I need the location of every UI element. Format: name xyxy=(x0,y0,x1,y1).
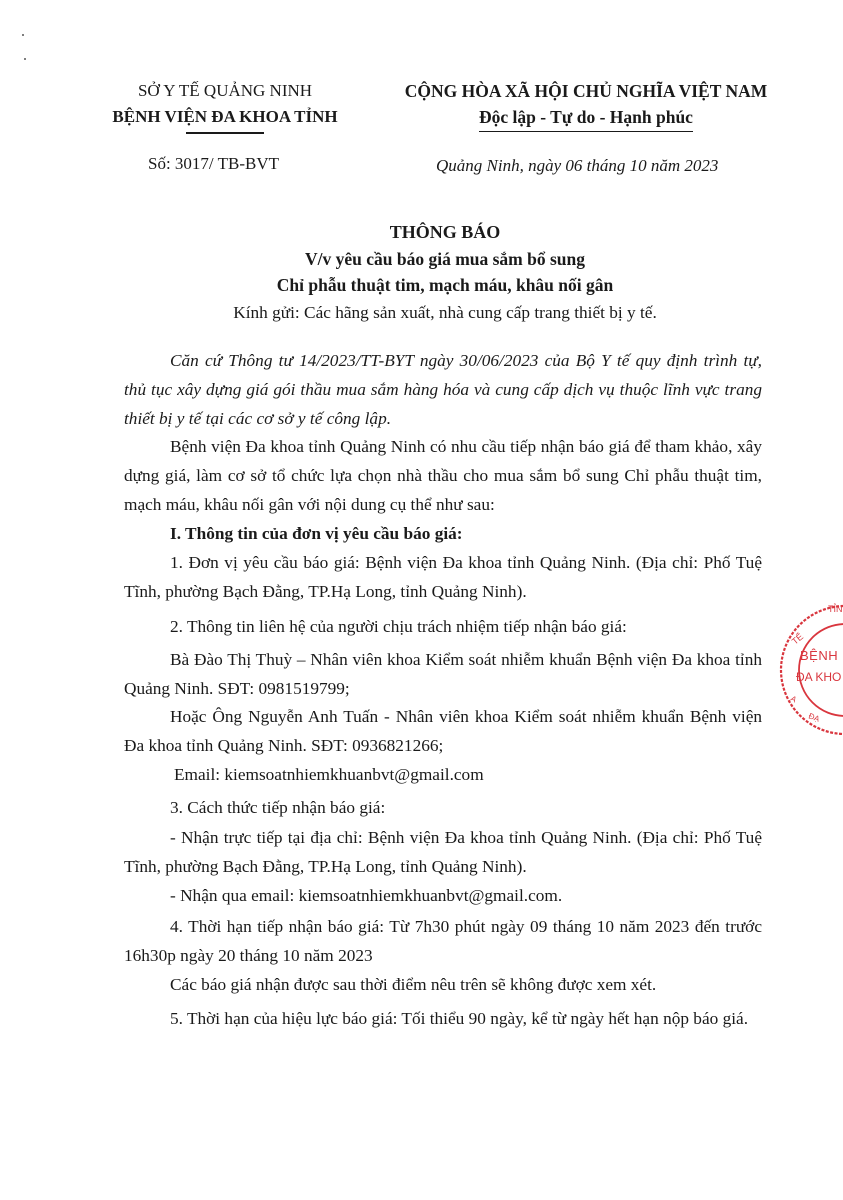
issuer-underline xyxy=(186,132,264,134)
email-line: Email: kiemsoatnhiemkhuanbvt@gmail.com xyxy=(174,765,484,784)
svg-text:ĐẠ: ĐẠ xyxy=(807,711,821,724)
stamp-ring-text: TỈN xyxy=(828,604,843,614)
item-5: 5. Thời hạn của hiệu lực báo giá: Tối thiểu 90 ngày, kể từ ngày hết hạn nộp báo giá. xyxy=(170,1009,749,1028)
item-2: 2. Thông tin liên hệ của người chịu trách nhiệm tiếp nhận báo giá: xyxy=(170,617,627,636)
document-title: THÔNG BÁO xyxy=(389,222,501,242)
item-3: 3. Cách thức tiếp nhận báo giá: xyxy=(170,798,386,817)
stamp-text-line-2: ĐA KHO xyxy=(796,670,842,684)
svg-text:A: A xyxy=(789,693,799,705)
hospital-stamp xyxy=(770,600,843,740)
item-4: 4. Thời hạn tiếp nhận báo giá: Từ 7h30 phút ngày 09 tháng 10 năm 2023 đến trước 16h30p ngày 20 tháng 10 năm 2023 xyxy=(124,917,762,965)
legal-basis: Căn cứ Thông tư 14/2023/TT-BYT ngày 30/06/2023 của Bộ Y tế quy định trình tự, thủ tục xây dựng giá gói thầu mua sắm hàng hóa và cung cấp dịch vụ thuộc lĩnh vực trang thiết bị y tế tại các cơ sở y tế công lập. xyxy=(124,351,762,428)
section-1-heading: I. Thông tin của đơn vị yêu cầu báo giá: xyxy=(170,524,463,543)
title-block xyxy=(100,218,790,327)
nation-motto: Độc lập - Tự do - Hạnh phúc xyxy=(479,104,693,132)
stamp-text-line-1: BỆNH xyxy=(800,648,839,663)
item-1: 1. Đơn vị yêu cầu báo giá: Bệnh viện Đa khoa tỉnh Quảng Ninh. (Địa chỉ: Phố Tuệ Tĩnh, phường Bạch Đằng, TP.Hạ Long, tỉnh Quảng Ninh). xyxy=(124,553,762,601)
national-heading xyxy=(380,78,792,132)
place-date: Quảng Ninh, ngày 06 tháng 10 năm 2023 xyxy=(436,156,719,175)
issuer-block xyxy=(90,78,360,134)
recipient-line: Kính gửi: Các hãng sản xuất, nhà cung cấp trang thiết bị y tế. xyxy=(233,303,657,322)
svg-text:TẾ: TẾ xyxy=(789,631,806,647)
contact-1: Bà Đào Thị Thuỳ – Nhân viên khoa Kiểm soát nhiễm khuẩn Bệnh viện Đa khoa tỉnh Quảng Ninh. SĐT: 0981519799; xyxy=(124,650,762,698)
item-3a: - Nhận trực tiếp tại địa chỉ: Bệnh viện Đa khoa tỉnh Quảng Ninh. (Địa chỉ: Phố Tuệ Tĩnh, phường Bạch Đằng, TP.Hạ Long, tỉnh Quảng Ninh). xyxy=(124,828,762,876)
subject-line-2: Chỉ phẫu thuật tim, mạch máu, khâu nối gân xyxy=(276,275,614,295)
scan-speck xyxy=(24,58,26,60)
contact-2: Hoặc Ông Nguyễn Anh Tuấn - Nhân viên khoa Kiểm soát nhiễm khuẩn Bệnh viện Đa khoa tỉnh Quảng Ninh. SĐT: 0936821266; xyxy=(124,707,762,755)
item-4-note: Các báo giá nhận được sau thời điểm nêu trên sẽ không được xem xét. xyxy=(170,975,657,994)
item-3b: - Nhận qua email: kiemsoatnhiemkhuanbvt@gmail.com. xyxy=(170,886,563,905)
issuer-department: SỞ Y TẾ QUẢNG NINH xyxy=(137,81,313,100)
scan-speck xyxy=(22,34,24,36)
intro-paragraph: Bệnh viện Đa khoa tỉnh Quảng Ninh có nhu cầu tiếp nhận báo giá để tham khảo, xây dựng giá, làm cơ sở tổ chức lựa chọn nhà thầu cho mua sắm bổ sung Chỉ phẫu thuật tim, mạch máu, khâu nối gân với nội dung cụ thể như sau: xyxy=(124,437,762,514)
subject-line-1: V/v yêu cầu báo giá mua sắm bổ sung xyxy=(304,249,586,269)
document-number: Số: 3017/ TB-BVT xyxy=(148,154,279,173)
issuer-hospital: BỆNH VIỆN ĐA KHOA TỈNH xyxy=(112,107,338,126)
nation-name: CỘNG HÒA XÃ HỘI CHỦ NGHĨA VIỆT NAM xyxy=(404,81,768,101)
